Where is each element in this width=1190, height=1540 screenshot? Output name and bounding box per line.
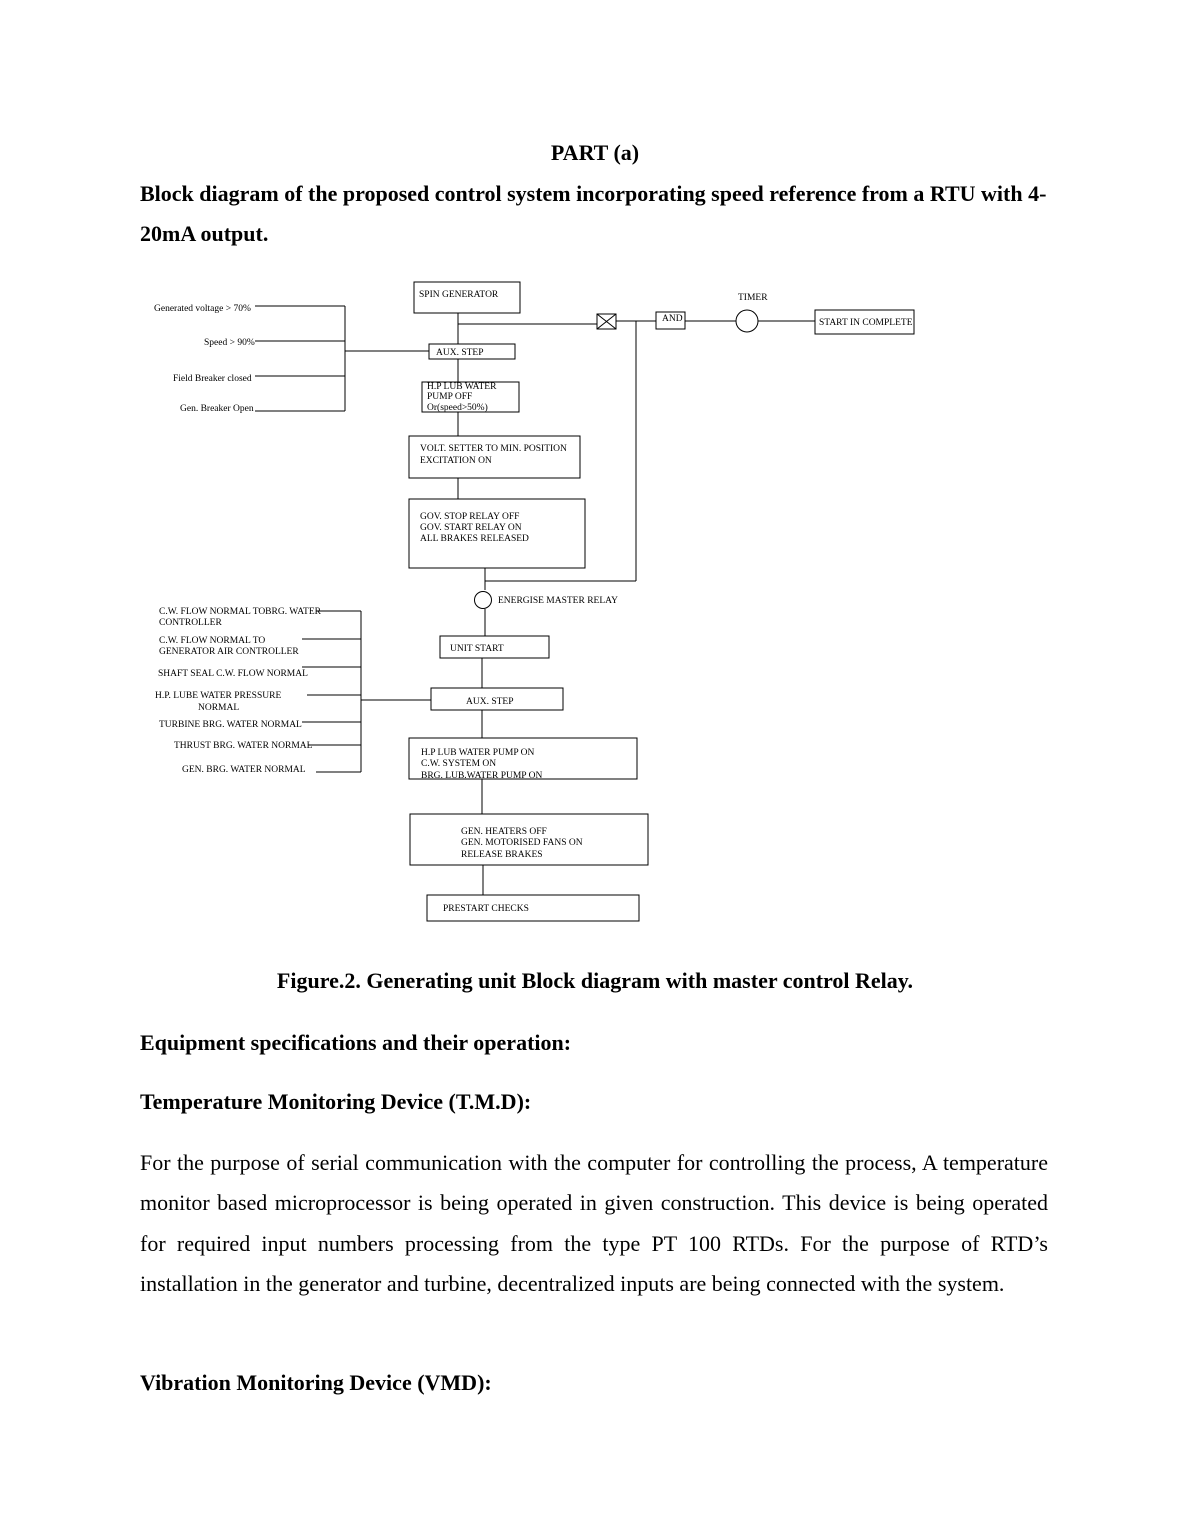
aux-step-1-label: AUX. STEP bbox=[436, 348, 484, 358]
input-cw-flow-brg-cont: CONTROLLER bbox=[159, 618, 222, 628]
hp-lub-off-line2: PUMP OFF bbox=[427, 392, 473, 402]
bottom-inputs-group bbox=[155, 607, 431, 775]
input-cw-flow-gen: C.W. FLOW NORMAL TO bbox=[159, 636, 266, 646]
hp-lub-on-line2: C.W. SYSTEM ON bbox=[421, 759, 497, 769]
start-complete-label: START IN COMPLETE bbox=[819, 318, 913, 328]
part-title: PART (a) bbox=[550, 140, 640, 165]
hp-lub-on-line3: BRG. LUB.WATER PUMP ON bbox=[421, 771, 543, 781]
gen-heaters-line1: GEN. HEATERS OFF bbox=[461, 827, 547, 837]
input-speed: Speed > 90% bbox=[204, 338, 255, 348]
input-turbine-brg: TURBINE BRG. WATER NORMAL bbox=[159, 720, 302, 730]
input-generated-voltage: Generated voltage > 70% bbox=[154, 304, 251, 314]
input-hp-lube-pressure: H.P. LUBE WATER PRESSURE bbox=[155, 691, 282, 701]
input-field-breaker: Field Breaker closed bbox=[173, 374, 252, 384]
gen-heaters-line3: RELEASE BRAKES bbox=[461, 850, 543, 860]
and-gate-label: AND bbox=[662, 314, 683, 324]
input-hp-lube-pressure-cont: NORMAL bbox=[198, 703, 240, 713]
aux-step-2-label: AUX. STEP bbox=[466, 697, 514, 707]
gov-relay-line2: GOV. START RELAY ON bbox=[420, 523, 522, 533]
unit-start-label: UNIT START bbox=[450, 644, 504, 654]
energise-master-relay-label: ENERGISE MASTER RELAY bbox=[498, 596, 618, 606]
hp-lub-off-line3: Or(speed>50%) bbox=[427, 403, 488, 413]
gov-relay-line3: ALL BRAKES RELEASED bbox=[420, 534, 529, 544]
input-shaft-seal: SHAFT SEAL C.W. FLOW NORMAL bbox=[158, 669, 308, 679]
tmd-paragraph: For the purpose of serial communication with the computer for controlling the process, A temperature monitor based microprocessor is being operated in given construction. This device is being operated for required input numbers processing from the type PT 100 RTDs. For the purpose of RTD’s installation in the generator and turbine, decentralized inputs are being connected with the system. bbox=[140, 1150, 1048, 1296]
input-cw-flow-brg: C.W. FLOW NORMAL TOBRG. WATER bbox=[159, 607, 321, 617]
input-cw-flow-gen-cont: GENERATOR AIR CONTROLLER bbox=[159, 647, 299, 657]
input-gen-brg: GEN. BRG. WATER NORMAL bbox=[182, 765, 306, 775]
figure-caption: Figure.2. Generating unit Block diagram with master control Relay. bbox=[276, 968, 914, 993]
timer-symbol bbox=[736, 310, 758, 332]
top-inputs-group bbox=[154, 304, 429, 414]
volt-setter-line2: EXCITATION ON bbox=[420, 456, 492, 466]
volt-setter-line1: VOLT. SETTER TO MIN. POSITION bbox=[420, 444, 567, 454]
input-thrust-brg: THRUST BRG. WATER NORMAL bbox=[174, 741, 313, 751]
timer-label: TIMER bbox=[738, 293, 768, 303]
intro-heading: Block diagram of the proposed control system incorporating speed reference from a RTU with 4-20mA output. bbox=[140, 181, 1047, 246]
hp-lub-off-line1: H.P LUB WATER bbox=[427, 382, 497, 392]
vmd-heading: Vibration Monitoring Device (VMD): bbox=[140, 1370, 492, 1395]
gen-heaters-line2: GEN. MOTORISED FANS ON bbox=[461, 838, 583, 848]
tmd-heading: Temperature Monitoring Device (T.M.D): bbox=[140, 1089, 532, 1114]
equipment-heading: Equipment specifications and their operation: bbox=[140, 1030, 572, 1055]
gov-relay-line1: GOV. STOP RELAY OFF bbox=[420, 512, 520, 522]
prestart-checks-label: PRESTART CHECKS bbox=[443, 904, 529, 914]
contact-symbol bbox=[597, 314, 616, 329]
hp-lub-on-line1: H.P LUB WATER PUMP ON bbox=[421, 748, 535, 758]
input-gen-breaker: Gen. Breaker Open bbox=[180, 404, 254, 414]
block-diagram bbox=[140, 270, 930, 930]
master-relay-symbol bbox=[475, 592, 492, 609]
spin-generator-label: SPIN GENERATOR bbox=[419, 290, 499, 300]
